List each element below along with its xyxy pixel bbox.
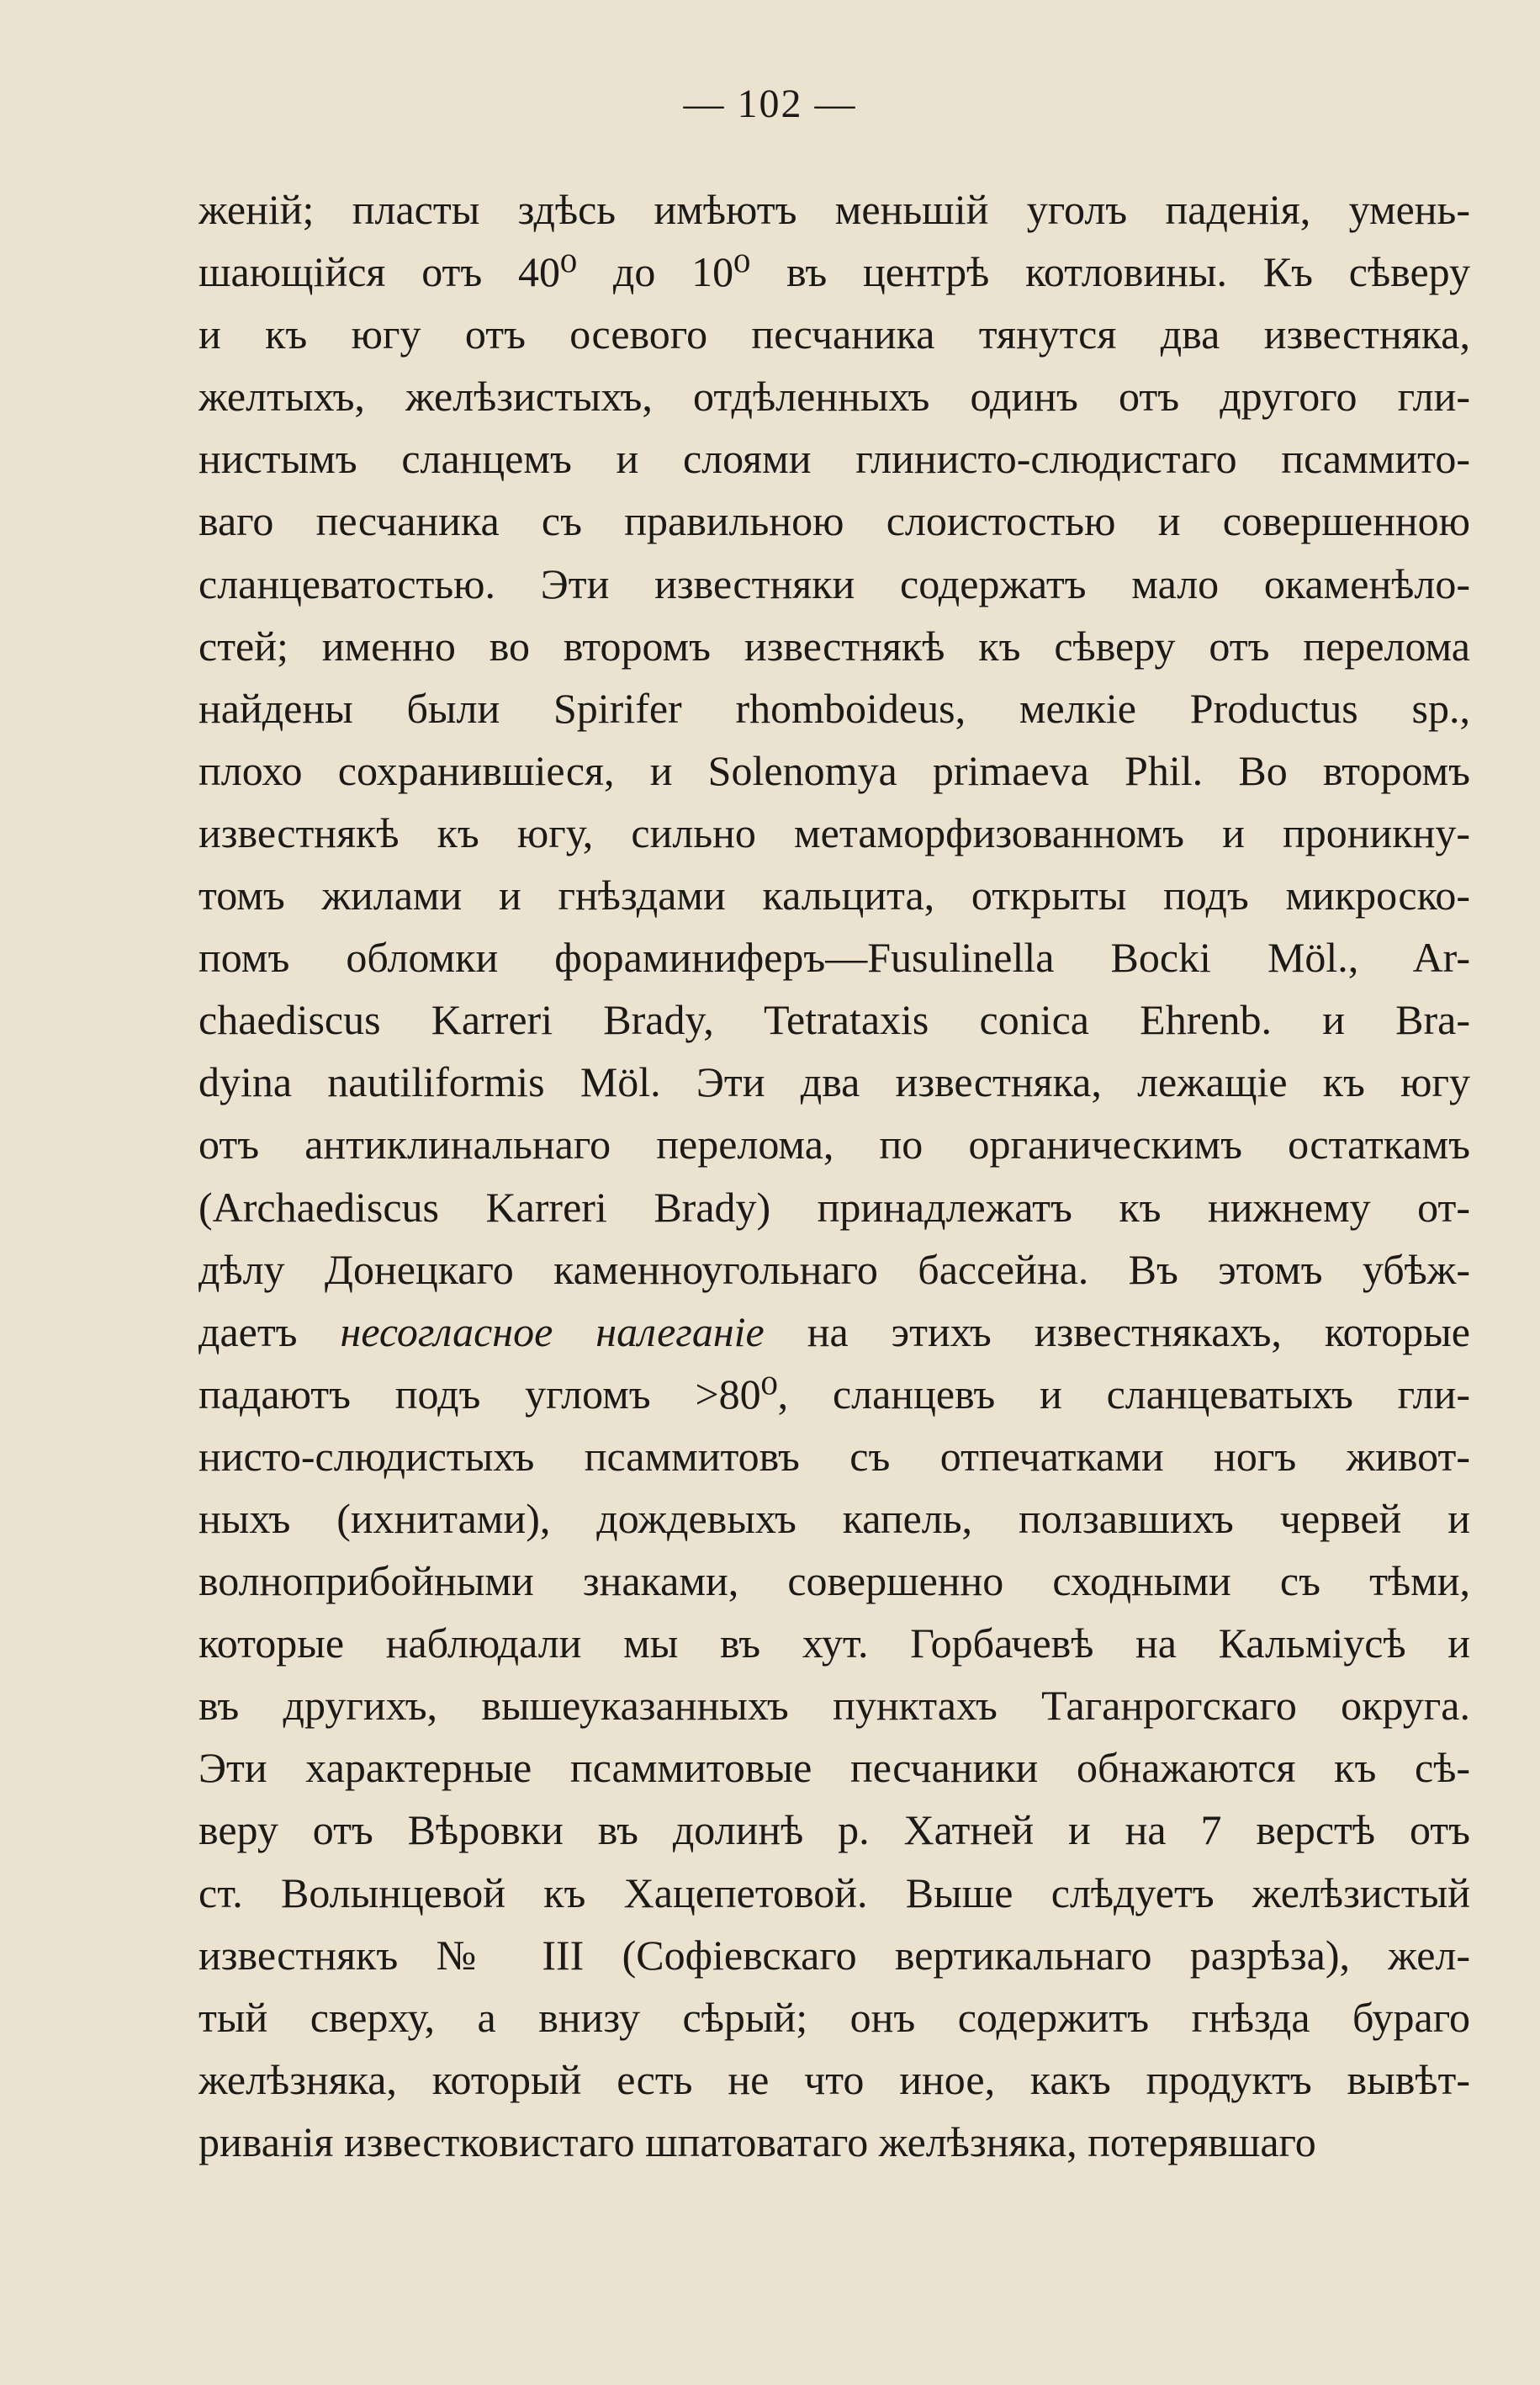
text-line: стей; именно во второмъ известнякѣ къ сѣверу отъ перелома [198,622,1470,670]
text-line: помъ обломки фораминиферъ—Fusulinella Bocki Möl., Ar- [198,934,1470,982]
text-line: ст. Волынцевой къ Хацепетовой. Выше слѣдуетъ желѣзистый [198,1868,1470,1916]
text-line: (Archaediscus Karreri Brady) принадлежатъ къ нижнему от- [198,1183,1470,1231]
text-line: отъ антиклинальнаго перелома, по органическимъ остаткамъ [198,1121,1470,1169]
text-line: chaediscus Karreri Brady, Tetrataxis conica Ehrenb. и Bra- [198,996,1470,1044]
text-line: ныхъ (ихнитами), дождевыхъ капель, ползавшихъ червей и [198,1494,1470,1542]
text-line: шающійся отъ 40⁰ до 10⁰ въ центрѣ котловины. Къ сѣверу [198,248,1470,296]
text-line: dyina nautiliformis Möl. Эти два известняка, лежащіе къ югу [198,1058,1470,1106]
page-number: — 102 — [683,82,857,126]
text-line: и къ югу отъ осевого песчаника тянутся два известняка, [198,310,1470,358]
italic-term: несогласное налеганіе [340,1307,765,1355]
text-line: тый сверху, а внизу сѣрый; онъ содержитъ гнѣзда бураго [198,1993,1470,2041]
body-text [198,178,1470,2173]
text-line: желѣзняка, который есть не что иное, какъ продуктъ вывѣт- [198,2055,1470,2103]
text-line: сланцеватостью. Эти известняки содержатъ мало окаменѣло- [198,559,1470,607]
text-line [198,1301,1470,1363]
text-line: найдены были Spirifer rhomboideus, мелкіе Productus sp., [198,684,1470,732]
text-line: ваго песчаника съ правильною слоистостью и совершенною [198,497,1470,545]
text-line: риванія известковистаго шпатоватаго желѣзняка, потерявшаго [198,2117,1316,2165]
text-line: дѣлу Донецкаго каменноугольнаго бассейна. Въ этомъ убѣж- [198,1245,1470,1293]
text-line: женій; пласты здѣсь имѣютъ меньшій уголъ паденія, умень- [198,186,1470,233]
text-line: Эти характерные псаммитовые песчаники обнажаются къ сѣ- [198,1744,1470,1792]
text-line: въ другихъ, вышеуказанныхъ пунктахъ Таганрогскаго округа. [198,1682,1470,1730]
text-line: нисто-слюдистыхъ псаммитовъ съ отпечатками ногъ живот- [198,1432,1470,1480]
text-line: волноприбойными знаками, совершенно сходными съ тѣми, [198,1557,1470,1605]
text-line: которые наблюдали мы въ хут. Горбачевѣ на Кальміусѣ и [198,1619,1470,1667]
text-segment: даетъ [198,1307,341,1355]
text-line: известнякѣ къ югу, сильно метаморфизованномъ и проникну- [198,808,1470,856]
text-line: падаютъ подъ угломъ >80⁰, сланцевъ и сланцеватыхъ гли- [198,1370,1470,1418]
text-line: томъ жилами и гнѣздами кальцита, открыты подъ микроско- [198,872,1470,920]
text-line: плохо сохранившіеся, и Solenomya primaeva Phil. Во второмъ [198,746,1470,794]
text-line: известнякъ № III (Софіевскаго вертикальнаго разрѣза), жел- [198,1931,1470,1979]
text-line: веру отъ Вѣровки въ долинѣ р. Хатней и на 7 верстѣ отъ [198,1806,1470,1854]
text-segment: на этихъ известнякахъ, которые [764,1307,1470,1355]
text-line: желтыхъ, желѣзистыхъ, отдѣленныхъ одинъ отъ другого гли- [198,373,1470,421]
text-line: нистымъ сланцемъ и слоями глинисто-слюдистаго псаммито- [198,435,1470,483]
